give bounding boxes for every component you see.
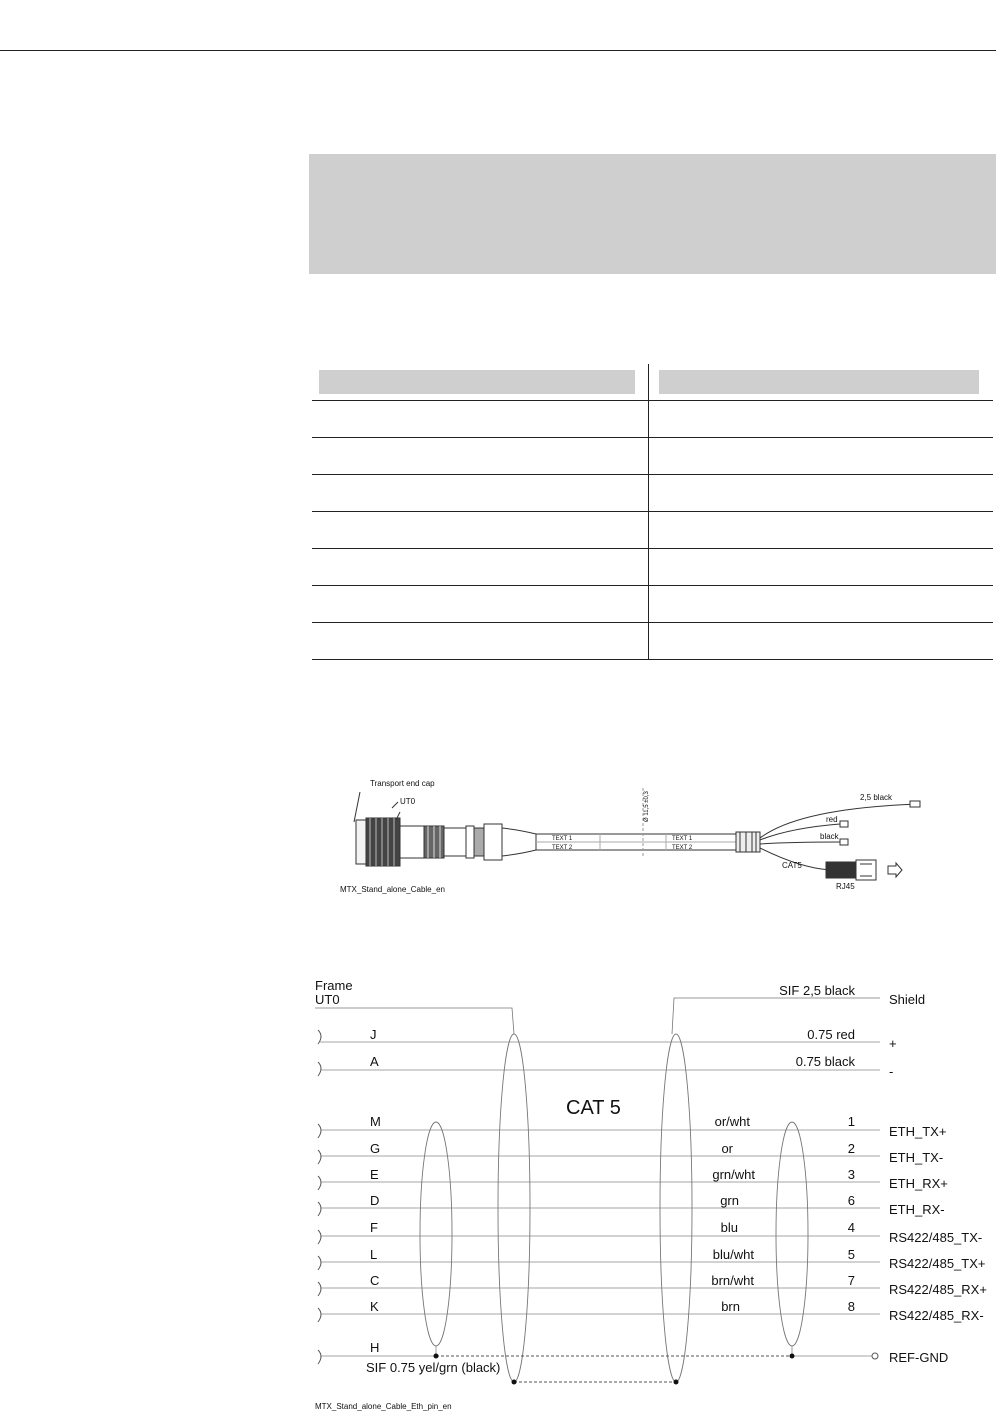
power-row [318, 1054, 893, 1079]
signal-label: ETH_RX- [889, 1202, 945, 1217]
label-ut0: UT0 [400, 797, 416, 806]
wire-label: brn/wht [711, 1273, 754, 1288]
table-row-rule [312, 585, 993, 586]
pin-label: H [370, 1340, 380, 1355]
table-row-rule [312, 548, 993, 549]
signal-row [318, 1141, 943, 1165]
wire-label: 0.75 black [795, 1054, 855, 1069]
shield-oval [420, 1122, 452, 1346]
label-cat5: CAT5 [782, 861, 802, 870]
gnd-row [318, 1340, 948, 1375]
pin-label: E [370, 1167, 379, 1182]
rj45-pin: 8 [847, 1299, 855, 1314]
rj45-pin: 2 [847, 1141, 855, 1156]
label-black: black [820, 832, 839, 841]
signal-label: ETH_TX+ [889, 1124, 947, 1139]
signal-label: REF-GND [889, 1350, 949, 1365]
signal-row [318, 1193, 945, 1217]
signal-row [318, 1114, 946, 1139]
label-transport-end-cap: Transport end cap [370, 779, 435, 788]
table-header-col-2 [659, 370, 979, 394]
wire-label: blu/wht [712, 1247, 754, 1262]
cable-caption: MTX_Stand_alone_Cable_en [340, 885, 445, 894]
pin-label: M [370, 1114, 381, 1129]
label-top-cable: SIF 2,5 black [779, 983, 855, 998]
label-text-2b: TEXT 2 [672, 845, 693, 851]
signal-row [318, 1167, 948, 1191]
wire-label: 0.75 red [807, 1027, 855, 1042]
signal-row [318, 1247, 985, 1271]
label-text-2a: TEXT 2 [552, 845, 573, 851]
label-frame: Frame [315, 978, 353, 993]
rj45-pin: 5 [847, 1247, 855, 1262]
pin-label: L [370, 1247, 378, 1262]
wire-label: brn [721, 1299, 740, 1314]
table-header-col-1 [319, 370, 635, 394]
signal-label: ETH_RX+ [889, 1176, 948, 1191]
table-row-rule [312, 400, 993, 401]
rj45-pin: 7 [847, 1273, 855, 1288]
pin-label: G [370, 1141, 381, 1156]
signal-label: ETH_TX- [889, 1150, 944, 1165]
wire-label: or [721, 1141, 733, 1156]
label-text-1a: TEXT 1 [552, 836, 573, 842]
wire-label: or/wht [714, 1114, 750, 1129]
signal-label: RS422/485_TX- [889, 1230, 983, 1245]
pin-diagram [300, 972, 990, 1412]
signal-label: RS422/485_RX- [889, 1308, 984, 1323]
signal-label: RS422/485_RX+ [889, 1282, 987, 1297]
signal-row [318, 1299, 984, 1323]
pin-label: K [370, 1299, 379, 1314]
table-row-rule [312, 474, 993, 475]
label-cat5: CAT 5 [566, 1097, 621, 1119]
signal-label: RS422/485_TX+ [889, 1256, 986, 1271]
signal-label: - [889, 1064, 894, 1079]
label-shield: Shield [889, 992, 926, 1007]
table-row-rule [312, 437, 993, 438]
label-black-25: 2,5 black [860, 793, 893, 802]
rj45-pin: 3 [847, 1167, 855, 1182]
signal-row [318, 1273, 987, 1297]
pin-label: D [370, 1193, 380, 1208]
wire-label: SIF 0.75 yel/grn (black) [366, 1360, 501, 1375]
pin-label: F [370, 1220, 378, 1235]
rj45-pin: 1 [847, 1114, 855, 1129]
pin-label: C [370, 1273, 380, 1288]
wire-label: blu [720, 1220, 738, 1235]
rj45-pin: 4 [847, 1220, 855, 1235]
table-row-rule [312, 511, 993, 512]
power-row [318, 1027, 897, 1051]
pin-caption: MTX_Stand_alone_Cable_Eth_pin_en [315, 1402, 452, 1411]
table-row-rule [312, 622, 993, 623]
cable-drawing [340, 768, 940, 903]
wire-label: grn/wht [712, 1167, 755, 1182]
label-rj45: RJ45 [836, 882, 855, 891]
label-frame-ut0: UT0 [315, 992, 340, 1007]
table-row-rule [312, 659, 993, 660]
label-red: red [826, 815, 838, 824]
pin-label: A [370, 1054, 379, 1069]
pin-label: J [370, 1027, 377, 1042]
note-box [309, 154, 996, 274]
shield-oval [776, 1122, 808, 1346]
signal-row [318, 1220, 982, 1245]
table-divider [648, 364, 649, 660]
rj45-pin: 6 [847, 1193, 855, 1208]
header-rule [0, 50, 996, 51]
label-diameter: Ø 11,5 ±0,3 [644, 791, 650, 822]
label-text-1b: TEXT 1 [672, 836, 693, 842]
signal-label: + [889, 1036, 897, 1051]
wire-label: grn [720, 1193, 739, 1208]
